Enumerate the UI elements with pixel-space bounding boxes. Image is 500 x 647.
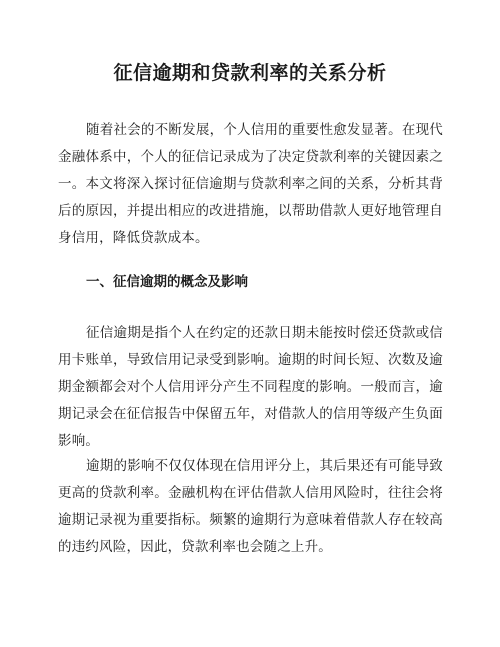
intro-paragraph: 随着社会的不断发展，个人信用的重要性愈发显著。在现代金融体系中，个人的征信记录成为了决定贷款利率的关键因素之一。本文将深入探讨征信逾期与贷款利率之间的关系，分析其背后的原因，并提出相应的改进措施，以帮助借款人更好地管理自身信用，降低贷款成本。 [58,122,443,246]
section-heading: 一、征信逾期的概念及影响 [86,274,248,290]
body-paragraph-2: 逾期的影响不仅仅体现在信用评分上，其后果还有可能导致更高的贷款利率。金融机构在评估借款人信用风险时，往往会将逾期记录视为重要指标。频繁的逾期行为意味着借款人存在较高的违约风险，因此，贷款利率也会随之上升。 [58,458,443,555]
body-paragraph-1: 征信逾期是指个人在约定的还款日期未能按时偿还贷款或信用卡账单，导致信用记录受到影响。逾期的时间长短、次数及逾期金额都会对个人信用评分产生不同程度的影响。一般而言，逾期记录会在征信报告中保留五年，对借款人的信用等级产生负面影响。 [58,325,443,449]
document-title: 征信逾期和贷款利率的关系分析 [113,62,387,84]
